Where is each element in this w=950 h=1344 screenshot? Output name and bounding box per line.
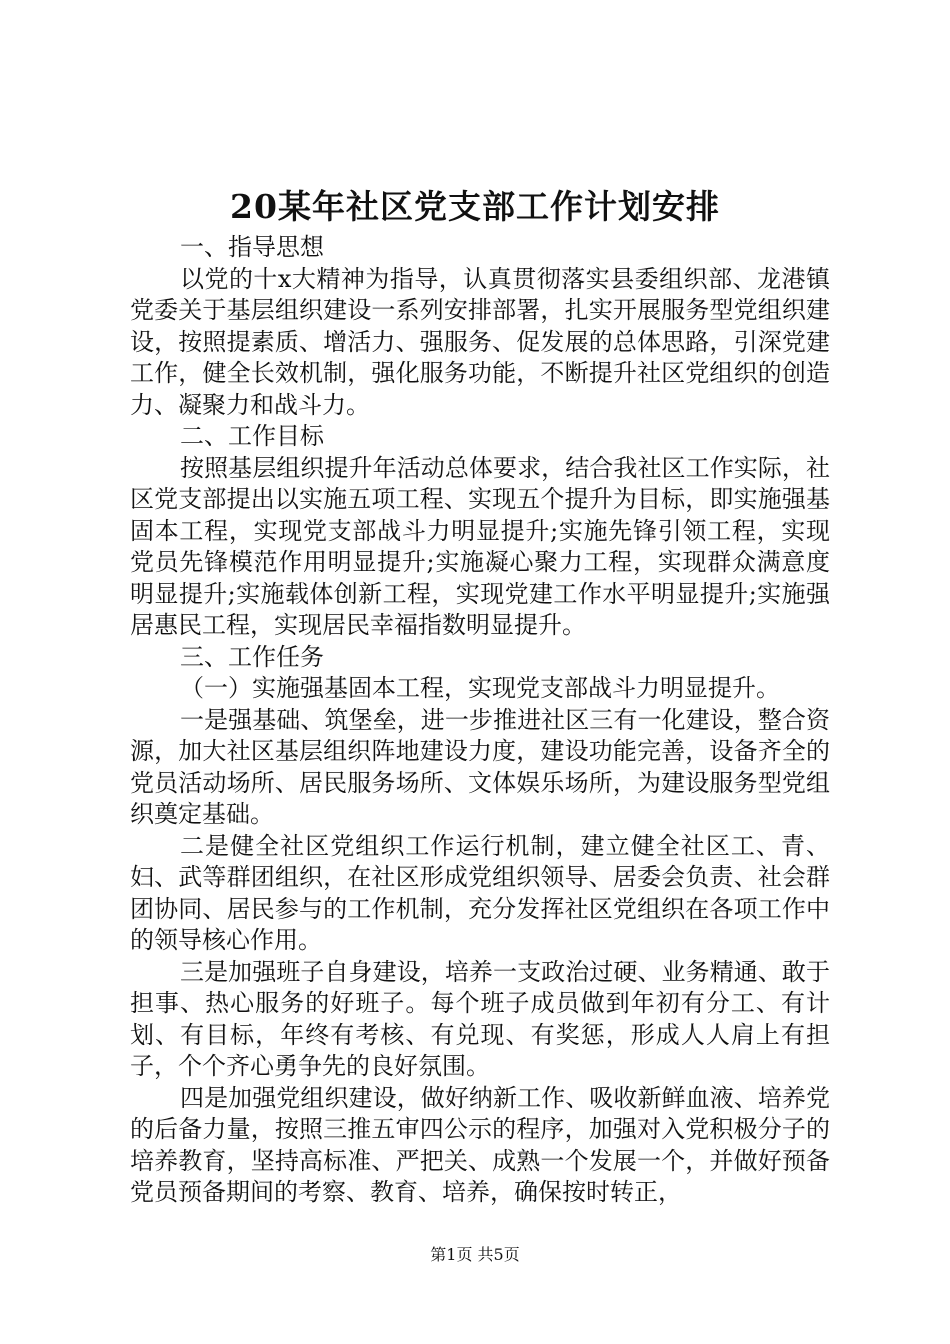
page-number-footer: 第1页 共5页 — [430, 1245, 520, 1264]
paragraph-guiding-ideology: 以党的十x大精神为指导，认真贯彻落实县委组织部、龙港镇党委关于基层组织建设一系列安排部署，扎实开展服务型党组织建设，按照提素质、增活力、强服务、促发展的总体思路，引深党建工作，健全长效机制，强化服务功能，不断提升社区党组织的创造力、凝聚力和战斗力。 — [130, 264, 830, 419]
document-title: 20某年社区党支部工作计划安排 — [230, 187, 720, 226]
paragraph-item-four: 四是加强党组织建设，做好纳新工作、吸收新鲜血液、培养党的后备力量，按照三推五审四公示的程序，加强对入党积极分子的培养教育，坚持高标准、严把关、成熟一个发展一个，并做好预备党员预备期间的考察、教育、培养，确保按时转正， — [130, 1083, 830, 1206]
paragraph-work-goals: 按照基层组织提升年活动总体要求，结合我社区工作实际，社区党支部提出以实施五项工程、实现五个提升为目标，即实施强基固本工程，实现党支部战斗力明显提升;实施先锋引领工程，实现党员先锋模范作用明显提升;实施凝心聚力工程，实现群众满意度明显提升;实施载体创新工程，实现党建工作水平明显提升;实施强居惠民工程，实现居民幸福指数明显提升。 — [130, 453, 830, 639]
paragraph-item-two: 二是健全社区党组织工作运行机制，建立健全社区工、青、妇、武等群团组织，在社区形成党组织领导、居委会负责、社会群团协同、居民参与的工作机制，充分发挥社区党组织在各项工作中的领导核心作用。 — [130, 831, 830, 954]
document-body — [130, 232, 830, 1209]
paragraph-item-three: 三是加强班子自身建设，培养一支政治过硬、业务精通、敢于担事、热心服务的好班子。每个班子成员做到年初有分工、有计划、有目标，年终有考核、有兑现、有奖惩，形成人人肩上有担子，个个齐心勇争先的良好氛围。 — [130, 957, 830, 1080]
subheading-task-one: （一）实施强基固本工程，实现党支部战斗力明显提升。 — [180, 674, 780, 702]
paragraph-item-one: 一是强基础、筑堡垒，进一步推进社区三有一化建设，整合资源，加大社区基层组织阵地建设力度，建设功能完善，设备齐全的党员活动场所、居民服务场所、文体娱乐场所，为建设服务型党组织奠定基础。 — [130, 705, 830, 828]
section-heading-work-goals: 二、工作目标 — [180, 422, 324, 450]
section-heading-work-tasks: 三、工作任务 — [180, 642, 324, 671]
section-heading-guiding-ideology: 一、指导思想 — [180, 233, 324, 261]
